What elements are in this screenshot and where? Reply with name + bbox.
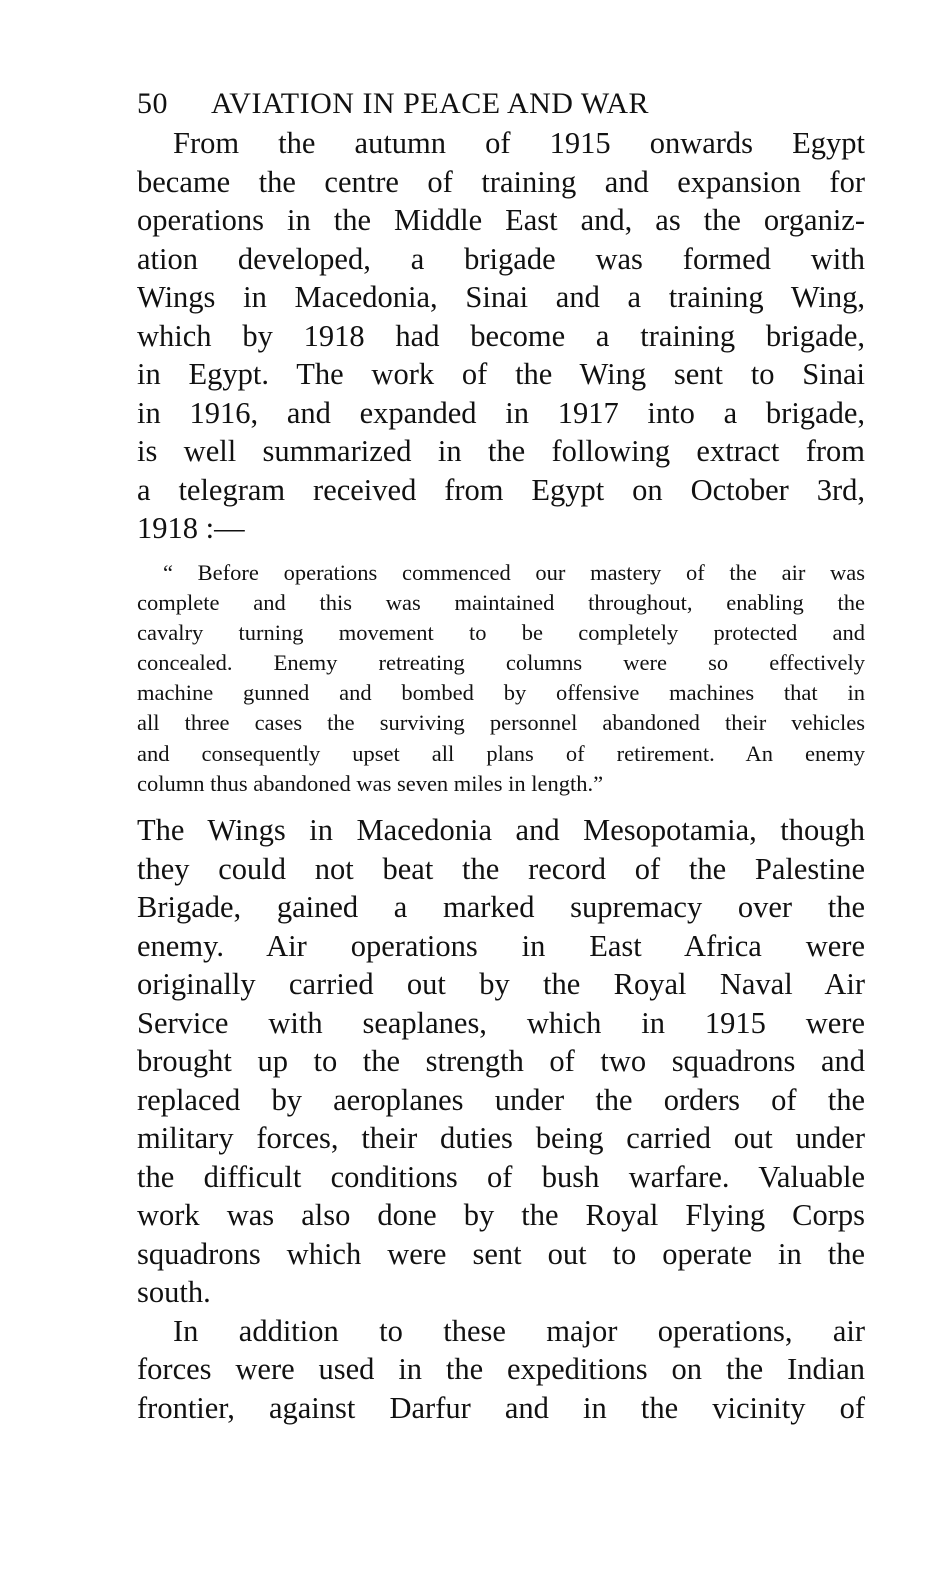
text-line: is well summarized in the following extract from (137, 434, 865, 468)
text-line: which by 1918 had become a training brigade, (137, 318, 865, 353)
block-quotation (137, 558, 865, 800)
text-line: originally carried out by the Royal Naval Air (137, 967, 865, 1001)
page-number: 50 (137, 87, 168, 120)
text-line: ation developed, a brigade was formed with (137, 241, 865, 276)
text-line: Wings in Macedonia, Sinai and a training Wing, (137, 280, 865, 314)
text-line: in Egypt. The work of the Wing sent to Sinai (137, 357, 865, 391)
text-line: frontier, against Darfur and in the vicinity of (137, 1390, 865, 1425)
text-line: From the autumn of 1915 onwards Egypt (173, 126, 865, 160)
text-line: a telegram received from Egypt on October 3rd, (137, 472, 865, 507)
text-line: 1918 :— (137, 511, 245, 545)
paragraph-2 (137, 811, 865, 1312)
running-head (137, 84, 865, 124)
text-line: brought up to the strength of two squadrons and (137, 1044, 865, 1078)
quote-line: all three cases the surviving personnel abandoned their vehicles (137, 710, 865, 736)
text-line: squadrons which were sent out to operate in the (137, 1236, 865, 1271)
text-line: replaced by aeroplanes under the orders of the (137, 1082, 865, 1117)
text-line: Service with seaplanes, which in 1915 were (137, 1005, 865, 1040)
quote-line: complete and this was maintained throughout, enabling the (137, 589, 865, 615)
quote-line: machine gunned and bombed by offensive machines that in (137, 680, 865, 706)
book-page (137, 84, 865, 1427)
text-line: in 1916, and expanded in 1917 into a brigade, (137, 395, 865, 430)
text-line: work was also done by the Royal Flying Corps (137, 1198, 865, 1232)
text-line: south. (137, 1275, 211, 1309)
text-line: forces were used in the expeditions on the Indian (137, 1352, 865, 1386)
text-line: The Wings in Macedonia and Mesopotamia, though (137, 813, 865, 847)
text-line: Brigade, gained a marked supremacy over the (137, 890, 865, 924)
text-line: enemy. Air operations in East Africa were (137, 928, 865, 963)
quote-line: cavalry turning movement to be completely protected and (137, 619, 865, 645)
quote-line: column thus abandoned was seven miles in length.” (137, 770, 604, 796)
text-line: became the centre of training and expansion for (137, 164, 865, 199)
quote-line: concealed. Enemy retreating columns were so effectively (137, 650, 865, 676)
running-title: AVIATION IN PEACE AND WAR (211, 87, 650, 120)
quote-line: and consequently upset all plans of retirement. An enemy (137, 740, 865, 766)
quote-line: “ Before operations commenced our mastery of the air was (163, 559, 865, 585)
text-line: the difficult conditions of bush warfare. Valuable (137, 1159, 865, 1194)
text-line: In addition to these major operations, air (173, 1313, 865, 1348)
text-line: military forces, their duties being carried out under (137, 1121, 865, 1155)
paragraph-1 (137, 124, 865, 548)
paragraph-3 (137, 1312, 865, 1428)
text-line: they could not beat the record of the Palestine (137, 851, 865, 886)
text-line: operations in the Middle East and, as the organiz- (137, 203, 865, 237)
